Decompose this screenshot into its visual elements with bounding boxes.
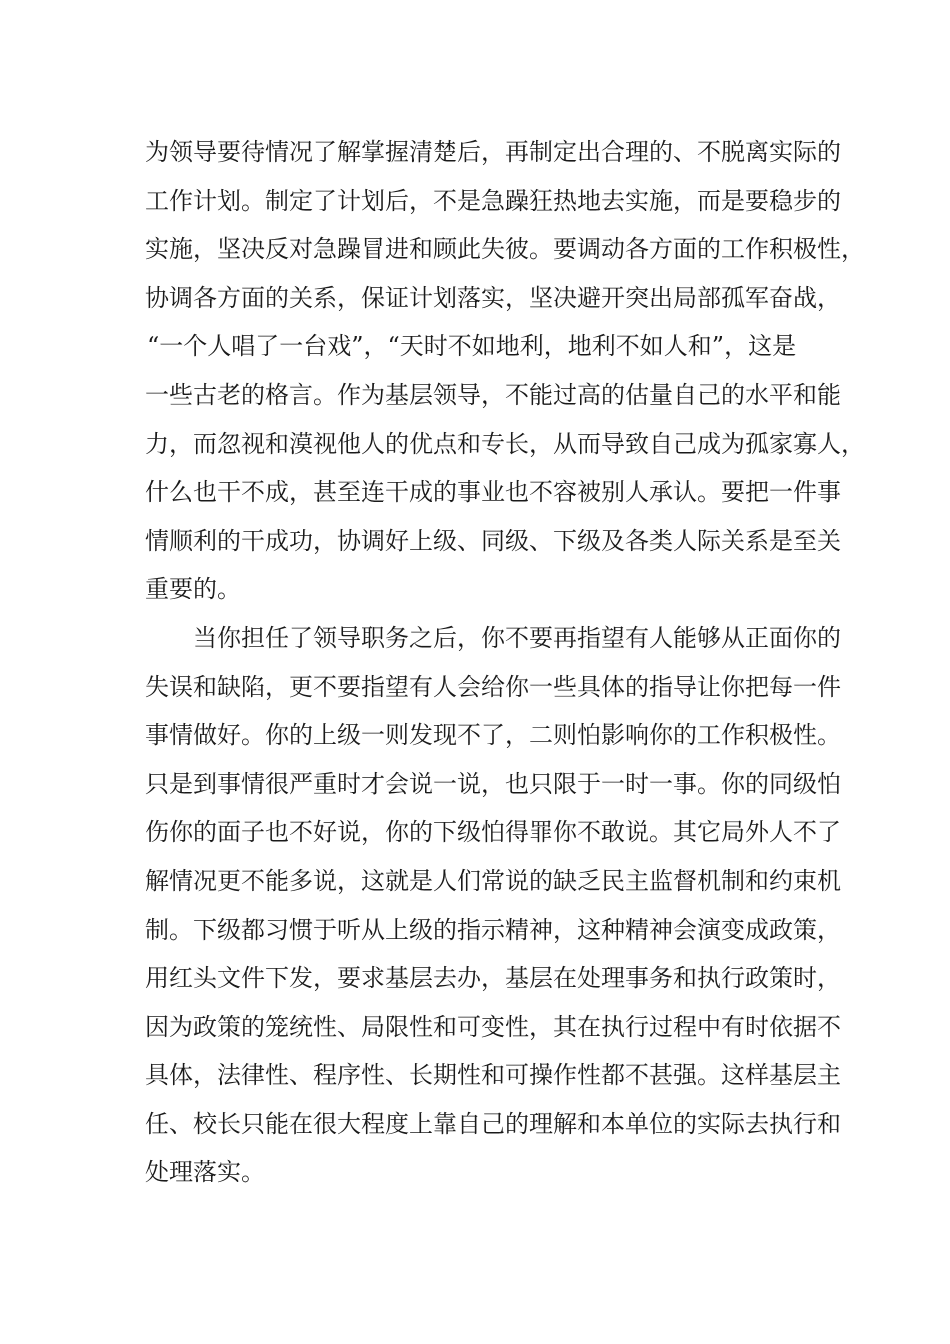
text-line: 工作计划。制定了计划后，不是急躁狂热地去实施，而是要稳步的 [145,186,841,215]
text-line: 伤你的面子也不好说，你的下级怕得罪你不敢说。其它局外人不了 [145,818,841,847]
text-line: 因为政策的笼统性、局限性和可变性，其在执行过程中有时依据不 [145,1012,841,1041]
text-line: 事情做好。你的上级一则发现不了，二则怕影响你的工作积极性。 [145,721,841,750]
text-line: 只是到事情很严重时才会说一说，也只限于一时一事。你的同级怕 [145,769,841,798]
text-line: 失误和缺陷，更不要指望有人会给你一些具体的指导让你把每一件 [145,672,841,701]
text-line: 当你担任了领导职务之后，你不要再指望有人能够从正面你的 [193,623,841,652]
text-line: 制。下级都习惯于听从上级的指示精神，这种精神会演变成政策， [145,915,841,944]
text-line: 解情况更不能多说，这就是人们常说的缺乏民主监督机制和约束机 [145,866,841,895]
text-line: 力，而忽视和漠视他人的优点和专长，从而导致自己成为孤家寡人， [145,429,865,458]
text-line: 一些古老的格言。作为基层领导，不能过高的估量自己的水平和能 [145,380,841,409]
document-body [145,132,865,1201]
text-line: 具体，法律性、程序性、长期性和可操作性都不甚强。这样基层主 [145,1061,841,1090]
text-line: 重要的。 [145,575,241,604]
text-line: 处理落实。 [145,1158,265,1187]
text-line: 为领导要待情况了解掌握清楚后，再制定出合理的、不脱离实际的 [145,138,841,166]
text-line: 协调各方面的关系，保证计划落实，坚决避开突出局部孤军奋战， [145,283,841,312]
text-line: 任、校长只能在很大程度上靠自己的理解和本单位的实际去执行和 [145,1109,841,1138]
text-line: 用红头文件下发，要求基层去办，基层在处理事务和执行政策时， [145,964,841,993]
text-line: 什么也干不成，甚至连干成的事业也不容被别人承认。要把一件事 [145,478,841,507]
paragraph-1 [145,132,865,618]
paragraph-2 [145,618,841,1201]
text-line: 情顺利的干成功，协调好上级、同级、下级及各类人际关系是至关 [145,526,841,555]
text-line: “一个人唱了一台戏”，“天时不如地利，地利不如人和”，这是 [147,332,797,361]
text-line: 实施，坚决反对急躁冒进和顾此失彼。要调动各方面的工作积极性， [145,235,865,264]
